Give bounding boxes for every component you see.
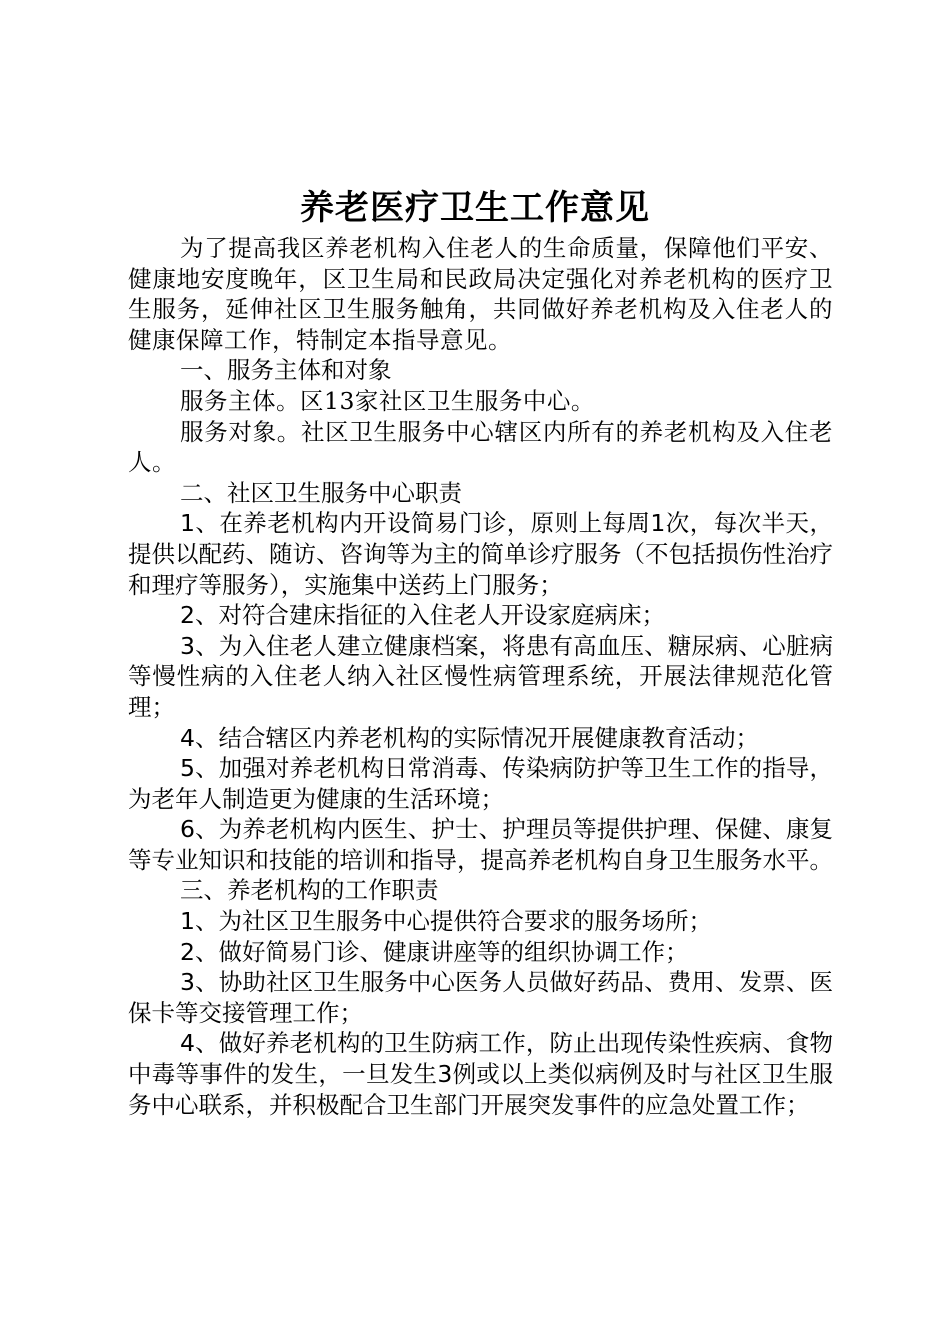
list-item-2-5: 5、加强对养老机构日常消毒、传染病防护等卫生工作的指导，为老年人制造更为健康的生活环境；	[128, 754, 833, 813]
list-item-3-1: 1、为社区卫生服务中心提供符合要求的服务场所；	[180, 907, 712, 936]
list-item-2-6: 6、为养老机构内医生、护士、护理员等提供护理、保健、康复等专业知识和技能的培训和指导，提高养老机构自身卫生服务水平。	[128, 815, 833, 874]
paragraph-intro: 为了提高我区养老机构入住老人的生命质量，保障他们平安、健康地安度晚年，区卫生局和民政局决定强化对养老机构的医疗卫生服务，延伸社区卫生服务触角，共同做好养老机构及入住老人的健康保障工作，特制定本指导意见。	[128, 234, 833, 354]
list-item-2-4: 4、结合辖区内养老机构的实际情况开展健康教育活动；	[180, 723, 759, 752]
document-title: 养老医疗卫生工作意见	[300, 188, 650, 228]
paragraph-service-object: 服务对象。社区卫生服务中心辖区内所有的养老机构及入住老人。	[128, 417, 833, 477]
list-item-2-3: 3、为入住老人建立健康档案，将患有高血压、糖尿病、心脏病等慢性病的入住老人纳入社区慢性病管理系统，开展法律规范化管理；	[128, 631, 833, 721]
document-body	[128, 233, 833, 1120]
paragraph-service-subject: 服务主体。区13家社区卫生服务中心。	[180, 386, 595, 415]
section-heading-2: 二、社区卫生服务中心职责	[180, 478, 462, 507]
list-item-2-1: 1、在养老机构内开设简易门诊，原则上每周1次，每次半天，提供以配药、随访、咨询等为主的简单诊疗服务（不包括损伤性治疗和理疗等服务），实施集中送药上门服务；	[128, 509, 833, 599]
section-heading-1: 一、服务主体和对象	[180, 356, 392, 385]
list-item-2-2: 2、对符合建床指征的入住老人开设家庭病床；	[180, 601, 665, 630]
section-heading-3: 三、养老机构的工作职责	[180, 876, 439, 905]
list-item-3-3: 3、协助社区卫生服务中心医务人员做好药品、费用、发票、医保卡等交接管理工作；	[128, 968, 833, 1027]
list-item-3-2: 2、做好简易门诊、健康讲座等的组织协调工作；	[180, 937, 689, 966]
list-item-3-4: 4、做好养老机构的卫生防病工作，防止出现传染性疾病、食物中毒等事件的发生，一旦发生3例或以上类似病例及时与社区卫生服务中心联系，并积极配合卫生部门开展突发事件的应急处置工作；	[128, 1029, 833, 1119]
